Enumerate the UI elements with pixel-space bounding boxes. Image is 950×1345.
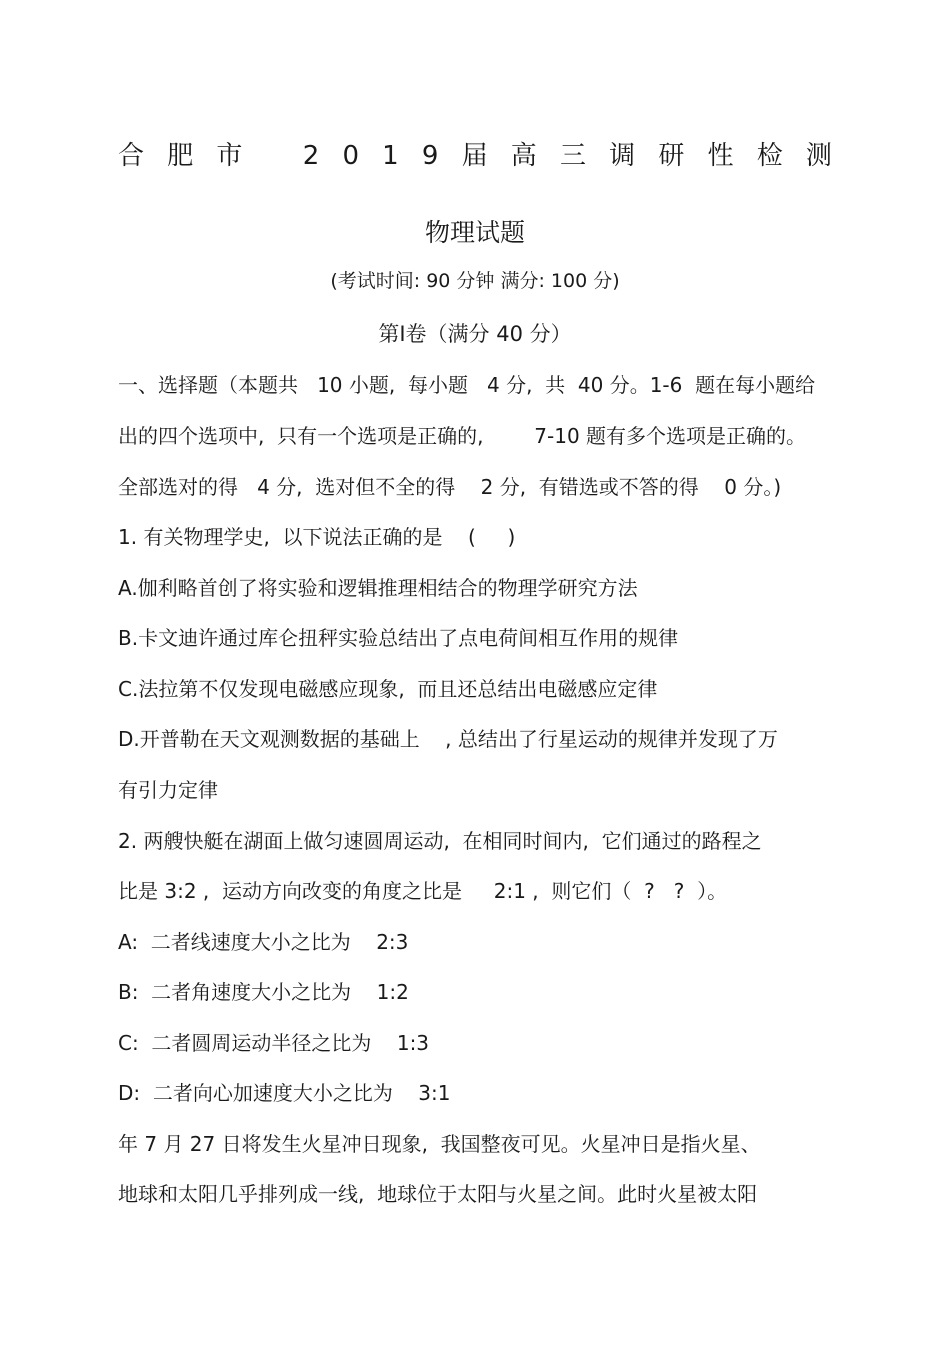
title-char: 性 [707,141,734,171]
document-subtitle: 物理试题 [424,218,525,247]
title-char: 检 [756,141,783,171]
instruction-line: 全部选对的得 4 分, 选对但不全的得 2 分, 有错选或不答的得 0 分。) [118,475,782,499]
title-char: 0 [342,141,359,171]
title-char: 三 [559,141,586,171]
question-2-stem: 2. 两艘快艇在湖面上做匀速圆周运动, 在相同时间内, 它们通过的路程之 [118,829,762,853]
question-1-option-a: A.伽利略首创了将实验和逻辑推理相结合的物理学研究方法 [118,576,638,600]
question-2-option-a: A: 二者线速度大小之比为 2:3 [118,930,409,954]
exam-info: (考试时间: 90 分钟 满分: 100 分) [330,270,620,292]
title-char: 9 [421,141,439,171]
question-2-option-b: B: 二者角速度大小之比为 1:2 [118,980,409,1004]
title-char: 肥 [167,141,194,171]
document-title [118,136,832,176]
instruction-line: 一、选择题（本题共 10 小题, 每小题 4 分, 共 40 分。1-6 题在每小题给 [118,373,816,397]
question-1-option-b: B.卡文迪许通过库仑扭秤实验总结出了点电荷间相互作用的规律 [118,626,679,650]
title-char: 市 [216,141,243,171]
title-char: 合 [118,141,145,171]
question-2-stem-continued: 比是 3:2 , 运动方向改变的角度之比是 2:1 , 则它们（ ? ? ）。 [118,879,728,903]
question-1-stem: 1. 有关物理学史, 以下说法正确的是 ( ) [118,525,516,549]
title-char: 测 [805,141,832,171]
instruction-line: 出的四个选项中, 只有一个选项是正确的, 7-10 题有多个选项是正确的。 [118,424,807,448]
question-3-stem-continued: 地球和太阳几乎排列成一线, 地球位于太阳与火星之间。此时火星被太阳 [118,1182,758,1206]
title-char: 调 [609,141,636,171]
question-3-stem: 年 7 月 27 日将发生火星冲日现象, 我国整夜可见。火星冲日是指火星、 [118,1132,761,1156]
title-char: 1 [382,141,399,171]
title-char: 届 [461,141,488,171]
title-char: 2 [302,141,320,171]
question-2-option-c: C: 二者圆周运动半径之比为 1:3 [118,1031,430,1055]
question-1-option-d: D.开普勒在天文观测数据的基础上 , 总结出了行星运动的规律并发现了万 [118,727,778,751]
question-2-option-d: D: 二者向心加速度大小之比为 3:1 [118,1081,451,1105]
title-char: 高 [510,141,537,171]
title-gap [266,136,280,176]
section-heading: 第Ⅰ卷（满分 40 分） [378,322,572,346]
question-1-option-c: C.法拉第不仅发现电磁感应现象, 而且还总结出电磁感应定律 [118,677,658,701]
title-char: 研 [658,141,685,171]
question-1-option-d-continued: 有引力定律 [118,778,218,802]
